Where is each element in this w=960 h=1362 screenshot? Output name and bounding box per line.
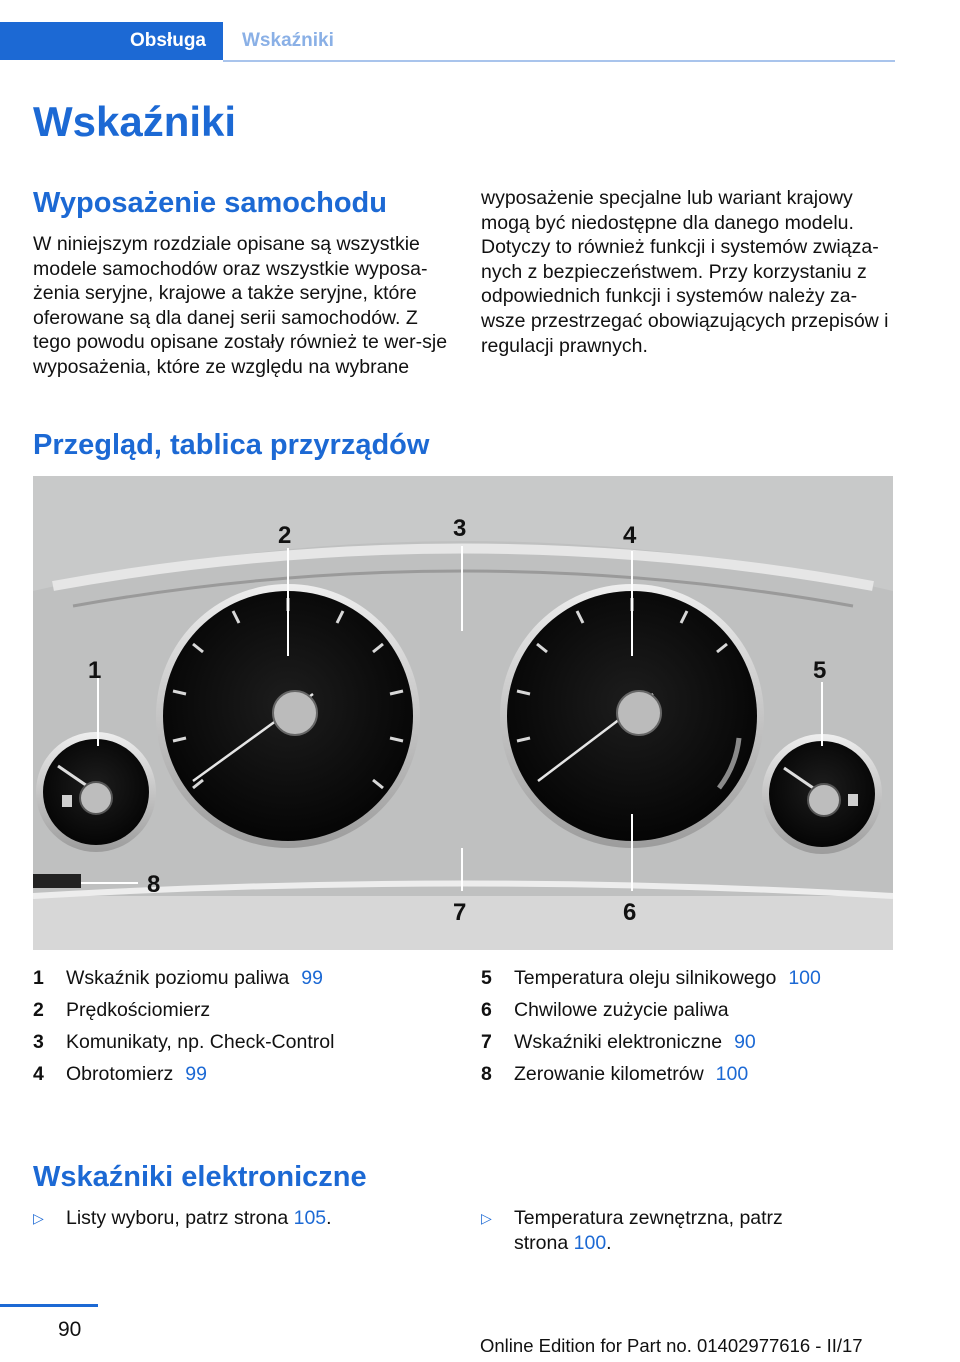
legend-label: Wskaźnik poziomu paliwa [66,967,290,989]
legend-number: 1 [33,967,44,989]
legend-label: Prędkościomierz [66,999,211,1021]
bullet-text [514,1206,804,1255]
fuel-pump-icon [62,795,72,807]
legend-label: Wskaźniki elektroniczne [514,1031,723,1053]
legend-item [33,962,453,994]
legend-number: 5 [481,967,492,989]
instrument-cluster-illustration [33,476,893,950]
callout-8: 8 [147,871,161,898]
legend-right [481,962,901,1090]
legend-number: 4 [33,1063,44,1085]
legend-number: 2 [33,999,44,1021]
bullet-suffix: . [326,1207,332,1229]
section-heading-overview: Przegląd, tablica przyrządów [33,429,430,461]
legend-page-link[interactable]: 90 [734,1031,756,1053]
legend-number: 6 [481,999,492,1021]
legend-item [33,1058,453,1090]
legend-item [33,1026,453,1058]
oil-temperature-gauge [762,734,882,854]
footer-edition: Online Edition for Part no. 01402977616 - II/17 [480,1335,863,1356]
legend-label: Komunikaty, np. Check-Control [66,1031,335,1053]
footer-rule [0,1304,98,1307]
legend-page-link[interactable]: 99 [301,967,323,989]
legend-left [33,962,453,1090]
callout-3: 3 [453,515,467,542]
instrument-cluster-svg [33,476,893,950]
equipment-text-right: wyposażenie specjalne lub wariant krajowy mogą być niedostępne dla danego modelu. Dotyczy to również funkcji i systemów związa‐nych z bezpieczeństwem. Przy korzystaniu z odpowiednich funkcji i systemów należy za‐wsze przestrzegać obowiązujących przepisów i regulacji prawnych. [481,187,889,357]
section-heading-electronic: Wskaźniki elektroniczne [33,1161,367,1193]
callout-2: 2 [278,522,292,549]
bullet-text-body: Temperatura zewnętrzna, patrz strona [514,1207,783,1254]
equipment-text-left: W niniejszym rozdziale opisane są wszystkie modele samochodów oraz wszystkie wyposa‐żenia seryjne, krajowe a także seryjne, które oferowane są dla danej serii samochodów. Z tego powodu opisane zostały również te wer‐sje wyposażenia, które ze względu na wybrane [33,233,448,378]
callout-4: 4 [623,522,637,549]
legend-label: Obrotomierz [66,1063,174,1085]
bullet-arrow-icon: ▷ [33,1210,44,1226]
bullet-text [66,1206,396,1231]
oil-can-icon [848,794,858,806]
legend-item [481,962,901,994]
fuel-gauge [36,732,156,852]
page-title: Wskaźniki [33,98,237,145]
page-reference-link[interactable]: 100 [573,1231,607,1254]
legend-label: Chwilowe zużycie paliwa [514,999,729,1021]
legend-item [33,994,453,1026]
legend-label: Temperatura oleju silnikowego [514,967,777,989]
legend-item [481,994,901,1026]
legend-label: Zerowanie kilometrów [514,1063,704,1085]
tab-obsluga-label: Obsługa [129,30,206,51]
header-rule [223,60,895,62]
callout-1: 1 [88,657,102,684]
section-heading-equipment: Wyposażenie samochodu [33,187,387,219]
legend-item [481,1058,901,1090]
legend-item [481,1026,901,1058]
callout-5: 5 [813,657,827,684]
bullet-arrow-icon: ▷ [481,1210,492,1226]
legend-page-link[interactable]: 99 [185,1063,207,1085]
legend-number: 7 [481,1031,492,1053]
page-reference-link[interactable]: 105 [293,1207,327,1229]
legend-page-link[interactable]: 100 [788,967,821,989]
legend-number: 3 [33,1031,44,1053]
tab-obsluga[interactable] [0,22,223,60]
page-number: 90 [58,1318,82,1341]
odometer-reset-button [33,874,81,888]
callout-6: 6 [623,899,637,926]
header-tabs [0,22,895,62]
bullet-suffix: . [606,1231,612,1254]
legend-page-link[interactable]: 100 [715,1063,749,1085]
callout-7: 7 [453,899,467,926]
bullet-text-body: Listy wyboru, patrz strona [66,1207,294,1229]
legend-number: 8 [481,1063,492,1085]
tab-wskazniki[interactable]: Wskaźniki [242,30,334,51]
